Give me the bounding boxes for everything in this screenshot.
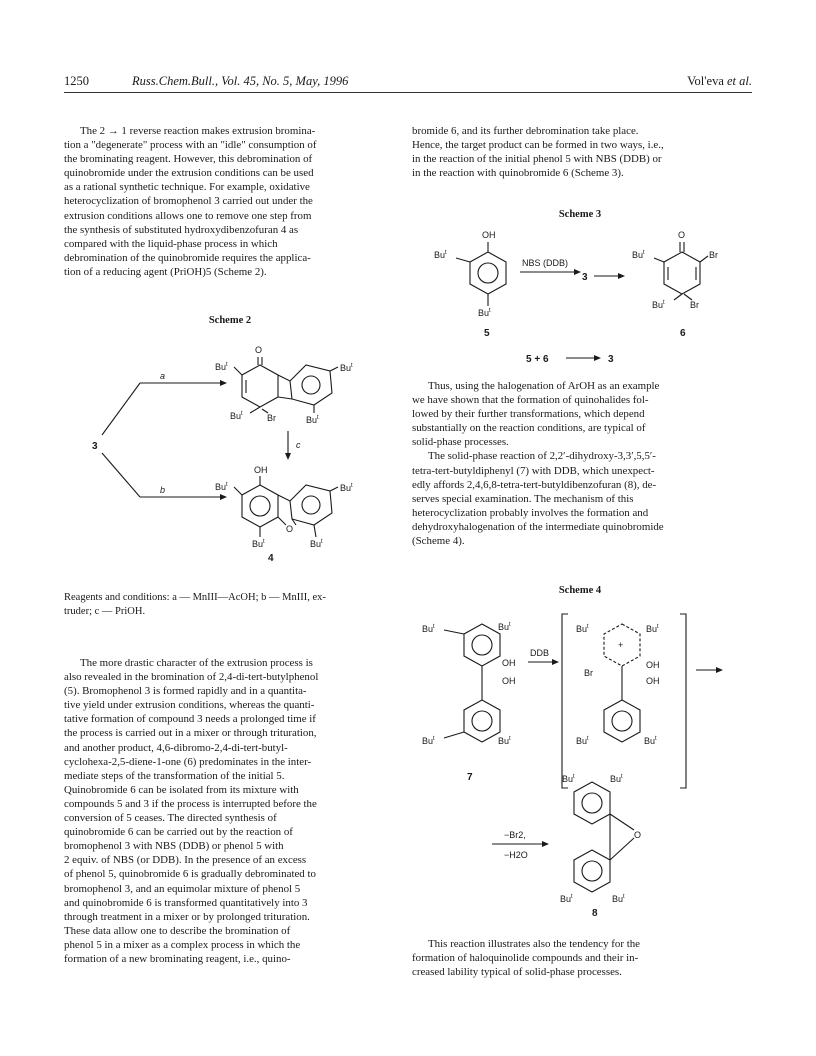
line: compared with the liquid-phase process in which: [64, 237, 278, 250]
atom-bu: Bu$^t$: [610, 774, 623, 784]
line: as a rational synthetic technique. For example, oxidative: [64, 181, 310, 194]
line: in the reaction of the initial phenol 5 with NBS (DDB) or: [412, 153, 662, 166]
arrow-elim-head: [542, 841, 549, 847]
atom-bu: Bu$^t$: [612, 894, 625, 904]
atom-bu: Bu$^t$: [422, 736, 435, 746]
branch-a-line: [102, 383, 140, 435]
atom-bu: Bu$^t$: [562, 774, 575, 784]
atom-bu: Bu$^t$: [215, 362, 228, 372]
left-para-2: [64, 656, 398, 966]
running-head: [64, 74, 752, 94]
right-para-1: [412, 124, 752, 180]
line: Thus, using the halogenation of ArOH as an example: [428, 380, 660, 392]
line: debromination of the quinobromide requires the applica-: [64, 251, 311, 264]
line: substantially on the reaction conditions, are typical of: [412, 422, 646, 435]
atom-ring-o: O: [634, 830, 642, 840]
arrow-1-head: [574, 269, 581, 275]
right-para-2: [412, 379, 752, 548]
line: bromophenol 3 with NBS (DDB) or phenol 5 with: [64, 840, 284, 853]
atom-oh: OH: [482, 230, 496, 240]
atom-bu: Bu$^t$: [652, 300, 665, 310]
atom-bu: Bu$^t$: [576, 736, 589, 746]
line: The more drastic character of the extrusion process is: [80, 657, 313, 669]
scheme2-title: Scheme 2: [208, 315, 252, 326]
reagent-ddb: DDB: [530, 648, 550, 658]
equation-left: 5 + 6: [526, 354, 549, 365]
line: through treatment in a mixer or by prolonged trituration.: [64, 910, 310, 923]
line: edly affords 2,4,6,8-tetra-tert-butyldibenzofuran (8), de-: [412, 478, 657, 491]
atom-br: Br: [267, 413, 276, 423]
line: These data allow one to describe the bromination of: [64, 924, 291, 937]
atom-bu: Bu$^t$: [498, 622, 511, 632]
line: and another product, 4,6-dibromo-2,4-di-tert-butyl-: [64, 741, 288, 754]
line: quinobromide 6 can be carried out by the reaction of: [64, 826, 293, 839]
line: Quinobromide 6 can be isolated from its mixture with: [64, 783, 299, 796]
atom-bu: Bu$^t$: [306, 415, 319, 425]
line: mediate steps of the transformation of the initial 5.: [64, 769, 285, 782]
line: formation of a new brominating reagent, i.e., quino-: [64, 952, 291, 965]
atom-bu: Bu$^t$: [252, 539, 265, 549]
line: Hence, the target product can be formed in two ways, i.e.,: [412, 139, 664, 152]
atom-br: Br: [584, 668, 593, 678]
scheme4-title: Scheme 4: [558, 585, 602, 596]
line: tetra-tert-butyldiphenyl (7) with DDB, which unexpect-: [412, 464, 655, 477]
atom-br: Br: [709, 250, 718, 260]
atom-oh: OH: [502, 658, 516, 668]
equation-arrow-head: [594, 355, 601, 361]
arrow-ddb-head: [552, 659, 559, 665]
atom-br: Br: [690, 300, 699, 310]
cation-plus: +: [618, 640, 624, 650]
atom-oh: OH: [646, 676, 660, 686]
atom-bu: Bu$^t$: [560, 894, 573, 904]
scheme2-reagents: [64, 591, 398, 619]
line: bromophenol 3, and an equimolar mixture of phenol 5: [64, 882, 301, 895]
compound-4-label: 4: [268, 553, 274, 564]
line: 2 equiv. of NBS (or DDB). In the presence of an excess: [64, 854, 307, 867]
reagents-line: Reagents and conditions: a — MnIII—AcOH; b — MnIII, ex-: [64, 592, 326, 603]
line: phenol 5 in a mixer as a complex process in which the: [64, 938, 301, 951]
scheme2-diagram: [70, 335, 400, 585]
line: The 2 → 1 reverse reaction makes extrusion bromina-: [80, 125, 316, 137]
left-para-1: [64, 124, 398, 279]
label-c: c: [296, 440, 301, 450]
branch-b-line: [102, 453, 140, 497]
compound-7-label: 7: [467, 772, 473, 783]
line: solid-phase processes.: [412, 436, 509, 449]
compound-8: [560, 774, 641, 919]
line: the brominating reagent. However, this debromination of: [64, 153, 313, 166]
compound-6-label: 6: [680, 328, 686, 339]
atom-bu: Bu$^t$: [498, 736, 511, 746]
authors-etal: et al.: [727, 74, 752, 88]
label-a: a: [160, 371, 166, 381]
line: formation of haloquinolide compounds and their in-: [412, 952, 639, 965]
line: creased lability typical of solid-phase processes.: [412, 966, 622, 979]
atom-bu: Bu$^t$: [230, 411, 243, 421]
line: serves special examination. The mechanism of this: [412, 492, 634, 505]
line: (5). Bromophenol 3 is formed rapidly and in a quantita-: [64, 685, 307, 698]
line: also revealed in the bromination of 2,4-di-tert-butylphenol: [64, 671, 319, 684]
reagent-nbs: NBS (DDB): [522, 258, 569, 268]
atom-bu: Bu$^t$: [576, 624, 589, 634]
arrow-b-head: [220, 494, 227, 500]
line: heterocyclization of bromophenol 3 carried out under the: [64, 195, 313, 208]
line: tative formation of compound 3 needs a prolonged time if: [64, 713, 316, 726]
line: the synthesis of substituted hydroxydibenzofuran 4 as: [64, 223, 299, 236]
line: (Scheme 4).: [412, 535, 465, 548]
line: tive yield under extrusion conditions, whereas the quanti-: [64, 699, 315, 712]
atom-bu: Bu$^t$: [478, 308, 491, 318]
equation-right: 3: [608, 354, 614, 365]
line: we have shown that the formation of quinohalides fol-: [412, 394, 649, 407]
atom-bu: Bu$^t$: [340, 483, 353, 493]
reagents-line: truder; c — PriOH.: [64, 606, 146, 617]
line: cyclohexa-2,5-diene-1-one (6) predominates in the inter-: [64, 755, 312, 768]
atom-oh: OH: [502, 676, 516, 686]
line: of phenol 5, quinobromide 6 is gradually debrominated to: [64, 868, 316, 881]
atom-bu: Bu$^t$: [644, 736, 657, 746]
line: the process is carried out in a mixer or through trituration,: [64, 727, 317, 740]
compound-7: [422, 622, 516, 783]
atom-bu: Bu$^t$: [632, 250, 645, 260]
atom-bu: Bu$^t$: [310, 539, 323, 549]
right-para-4: [412, 937, 752, 979]
header-rule: [64, 92, 752, 93]
scheme4-diagram: [412, 610, 752, 920]
journal-citation: Russ.Chem.Bull., Vol. 45, No. 5, May, 1996: [132, 74, 349, 88]
arrow-a-head: [220, 380, 227, 386]
line: and quinobromide 6 is transformed quantitatively into 3: [64, 896, 308, 909]
atom-bu: Bu$^t$: [646, 624, 659, 634]
line: tion of a reducing agent (PriOH)5 (Scheme 2).: [64, 265, 267, 278]
atom-bu: Bu$^t$: [340, 363, 353, 373]
elim-br2: −Br2,: [504, 830, 526, 840]
atom-oh: OH: [254, 465, 268, 475]
line: quinobromide under the extrusion conditions can be used: [64, 167, 314, 180]
elim-h2o: −H2O: [504, 850, 528, 860]
arrow-c-head: [285, 453, 291, 460]
scheme2-start-label: 3: [92, 441, 98, 452]
compound-8-label: 8: [592, 908, 598, 919]
atom-bu: Bu$^t$: [215, 482, 228, 492]
atom-ring-o: O: [286, 524, 294, 534]
line: extrusion conditions allows one to remove one step from: [64, 209, 312, 222]
intermediate-3: 3: [582, 272, 588, 283]
authors: [687, 74, 752, 89]
line: in the reaction with quinobromide 6 (Scheme 3).: [412, 167, 624, 180]
page-number: 1250: [64, 74, 89, 88]
line: tion a "degenerate" process with an "idle" consumption of: [64, 139, 317, 152]
compound-5-label: 5: [484, 328, 490, 339]
scheme3-title: Scheme 3: [558, 209, 602, 220]
scheme3-diagram: [412, 222, 752, 372]
upper-structure: [215, 345, 353, 425]
line: heterocyclization probably involves the formation and: [412, 506, 649, 519]
atom-oh: OH: [646, 660, 660, 670]
line: dehydroxyhalogenation of the intermediate quinobromide: [412, 520, 664, 533]
line: compounds 5 and 3 if the process is interrupted before the: [64, 797, 317, 810]
atom-o: O: [678, 230, 686, 240]
arrow-out-head: [716, 667, 723, 673]
atom-o: O: [255, 345, 263, 355]
lower-structure: [215, 465, 353, 564]
authors-plain: Vol'eva: [687, 74, 727, 88]
line: lowed by their further transformations, which depend: [412, 408, 645, 421]
line: conversion of 5 ceases. The directed synthesis of: [64, 812, 277, 825]
label-b: b: [160, 485, 166, 495]
intermediate-bracket: [562, 614, 686, 788]
line: The solid-phase reaction of 2,2′-dihydroxy-3,3′,5,5′-: [428, 450, 656, 463]
atom-bu: Bu$^t$: [434, 250, 447, 260]
line: bromide 6, and its further debromination take place.: [412, 125, 639, 137]
atom-bu: Bu$^t$: [422, 624, 435, 634]
line: This reaction illustrates also the tendency for the: [428, 938, 640, 950]
arrow-2-head: [618, 273, 625, 279]
